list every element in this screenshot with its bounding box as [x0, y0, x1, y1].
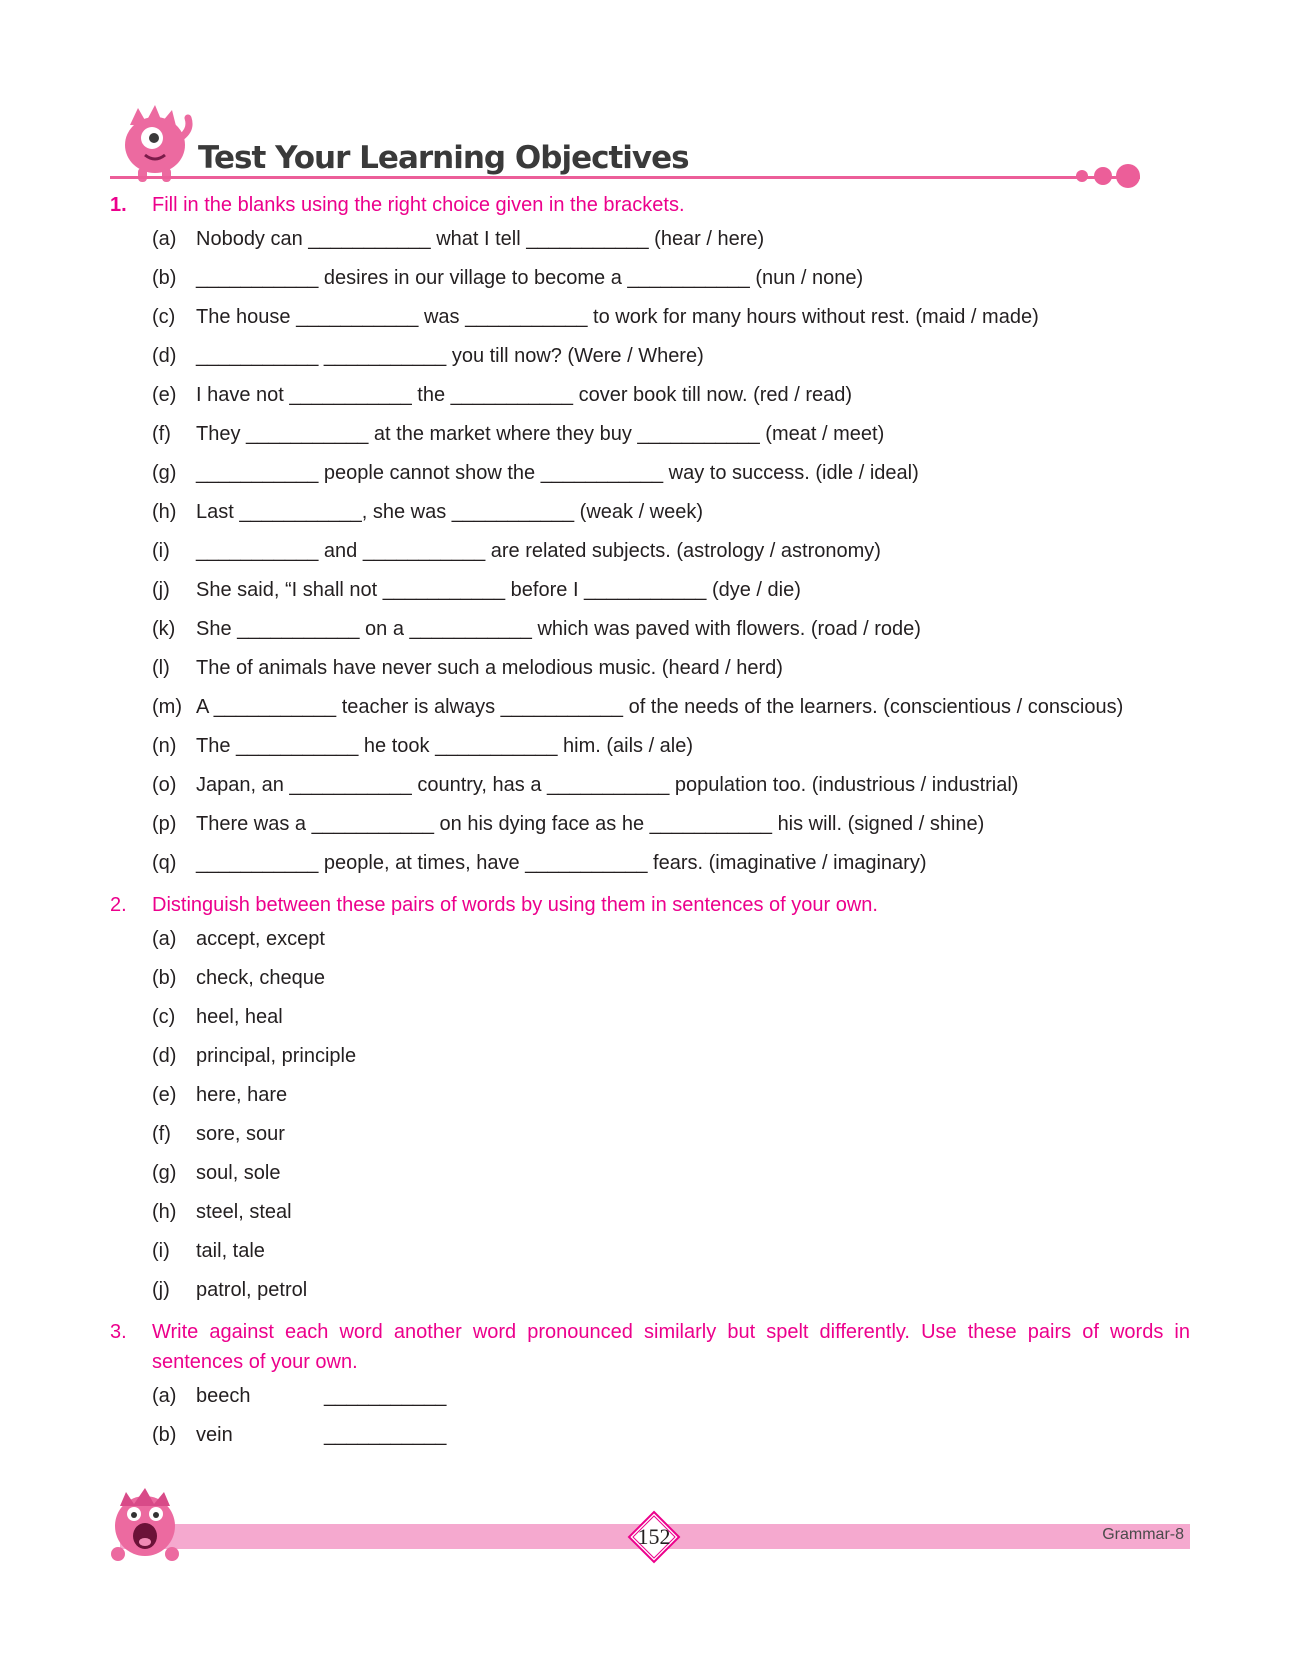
item-label: (j): [152, 579, 170, 601]
answer-blank: ___________: [324, 1424, 447, 1446]
question-2-instruction: [110, 890, 1190, 920]
question-text: Fill in the blanks using the right choice given in the brackets.: [152, 194, 685, 216]
item-text: Japan, an ___________ country, has a ___________ population too. (industrious / industrial): [196, 774, 1019, 796]
item-label: (n): [152, 735, 177, 757]
list-item: [110, 1377, 1190, 1416]
item-label: (l): [152, 657, 170, 679]
item-label: (i): [152, 540, 170, 562]
item-label: (p): [152, 813, 177, 835]
item-text: They ___________ at the market where they buy ___________ (meat / meet): [196, 423, 885, 445]
item-label: (f): [152, 1123, 171, 1145]
pink-monster-icon: [106, 1484, 184, 1564]
list-item: [110, 610, 1190, 649]
question-number: 3.: [110, 1321, 127, 1343]
item-text: sore, sour: [196, 1123, 285, 1145]
list-item: [110, 1037, 1190, 1076]
list-item: [110, 571, 1190, 610]
list-item: [110, 1076, 1190, 1115]
list-item: [110, 805, 1190, 844]
list-item: [110, 220, 1190, 259]
question-1-instruction: [110, 190, 1190, 220]
item-text: soul, sole: [196, 1162, 281, 1184]
pink-monster-icon: [110, 100, 200, 185]
list-item: [110, 959, 1190, 998]
item-text: here, hare: [196, 1084, 288, 1106]
list-item: [110, 454, 1190, 493]
item-label: (c): [152, 306, 176, 328]
item-text: A ___________ teacher is always ___________ of the needs of the learners. (conscientious / conscious): [196, 696, 1124, 718]
book-label: Grammar-8: [1102, 1526, 1184, 1543]
list-item: [110, 1271, 1190, 1310]
item-text: She said, “I shall not ___________ before I ___________ (dye / die): [196, 579, 801, 601]
item-text: I have not ___________ the ___________ cover book till now. (red / read): [196, 384, 853, 406]
list-item: [110, 298, 1190, 337]
item-label: (a): [152, 928, 177, 950]
item-label: (e): [152, 384, 177, 406]
list-item: [110, 1115, 1190, 1154]
item-label: (j): [152, 1279, 170, 1301]
page-title: Test Your Learning Objectives: [198, 140, 689, 176]
list-item: [110, 1193, 1190, 1232]
list-item: [110, 766, 1190, 805]
item-label: (g): [152, 1162, 177, 1184]
list-item: [110, 376, 1190, 415]
item-text: ___________ people cannot show the ___________ way to success. (idle / ideal): [196, 462, 919, 484]
list-item: [110, 727, 1190, 766]
item-text: patrol, petrol: [196, 1279, 308, 1301]
item-label: (a): [152, 228, 177, 250]
list-item: [110, 920, 1190, 959]
list-item: [110, 649, 1190, 688]
item-text: steel, steal: [196, 1201, 292, 1223]
title-underline: [110, 176, 1140, 179]
list-item: [110, 532, 1190, 571]
question-text: Distinguish between these pairs of words by using them in sentences of your own.: [152, 894, 878, 916]
exercise-content: [110, 190, 1190, 1455]
page-number: 152: [637, 1524, 671, 1549]
item-text: ___________ ___________ you till now? (Were / Where): [196, 345, 704, 367]
decor-dot: [1076, 170, 1088, 182]
decor-dot: [1094, 167, 1112, 185]
question-number: 1.: [110, 194, 127, 216]
item-text: check, cheque: [196, 967, 325, 989]
list-item: [110, 493, 1190, 532]
question-text: Write against each word another word pronounced similarly but spelt differently. Use these pairs of words in sentences of your own.: [152, 1321, 1190, 1373]
list-item: [110, 1232, 1190, 1271]
item-text: tail, tale: [196, 1240, 265, 1262]
item-label: (h): [152, 1201, 177, 1223]
item-text: There was a ___________ on his dying face as he ___________ his will. (signed / shine): [196, 813, 985, 835]
item-text: The house ___________ was ___________ to work for many hours without rest. (maid / made): [196, 306, 1039, 328]
question-number: 2.: [110, 894, 127, 916]
list-item: [110, 688, 1190, 727]
decor-dot: [1116, 164, 1140, 188]
list-item: [110, 844, 1190, 883]
list-item: [110, 259, 1190, 298]
item-label: (h): [152, 501, 177, 523]
item-text: She ___________ on a ___________ which was paved with flowers. (road / rode): [196, 618, 921, 640]
item-text: ___________ and ___________ are related subjects. (astrology / astronomy): [196, 540, 881, 562]
item-label: (d): [152, 345, 177, 367]
item-label: (f): [152, 423, 171, 445]
item-label: (d): [152, 1045, 177, 1067]
item-text: The ___________ he took ___________ him. (ails / ale): [196, 735, 694, 757]
item-label: (b): [152, 967, 177, 989]
item-text: Last ___________, she was ___________ (weak / week): [196, 501, 704, 523]
item-text: ___________ people, at times, have ___________ fears. (imaginative / imaginary): [196, 852, 927, 874]
item-text: The of animals have never such a melodious music. (heard / herd): [196, 657, 783, 679]
item-label: (o): [152, 774, 177, 796]
item-label: (i): [152, 1240, 170, 1262]
list-item: [110, 415, 1190, 454]
question-3-instruction: [110, 1317, 1190, 1377]
item-label: (q): [152, 852, 177, 874]
list-item: [110, 337, 1190, 376]
item-label: (k): [152, 618, 176, 640]
item-label: (b): [152, 1424, 177, 1446]
item-label: (e): [152, 1084, 177, 1106]
item-text: Nobody can ___________ what I tell ___________ (hear / here): [196, 228, 765, 250]
section-header: [110, 100, 1190, 190]
list-item: [110, 998, 1190, 1037]
item-text: principal, principle: [196, 1045, 357, 1067]
item-label: (b): [152, 267, 177, 289]
list-item: [110, 1154, 1190, 1193]
item-text: beech: [196, 1385, 251, 1407]
answer-blank: ___________: [324, 1385, 447, 1407]
item-label: (a): [152, 1385, 177, 1407]
item-label: (g): [152, 462, 177, 484]
item-text: vein: [196, 1424, 233, 1446]
item-label: (c): [152, 1006, 176, 1028]
item-text: ___________ desires in our village to become a ___________ (nun / none): [196, 267, 864, 289]
item-text: heel, heal: [196, 1006, 283, 1028]
list-item: [110, 1416, 1190, 1455]
item-text: accept, except: [196, 928, 325, 950]
item-label: (m): [152, 696, 182, 718]
